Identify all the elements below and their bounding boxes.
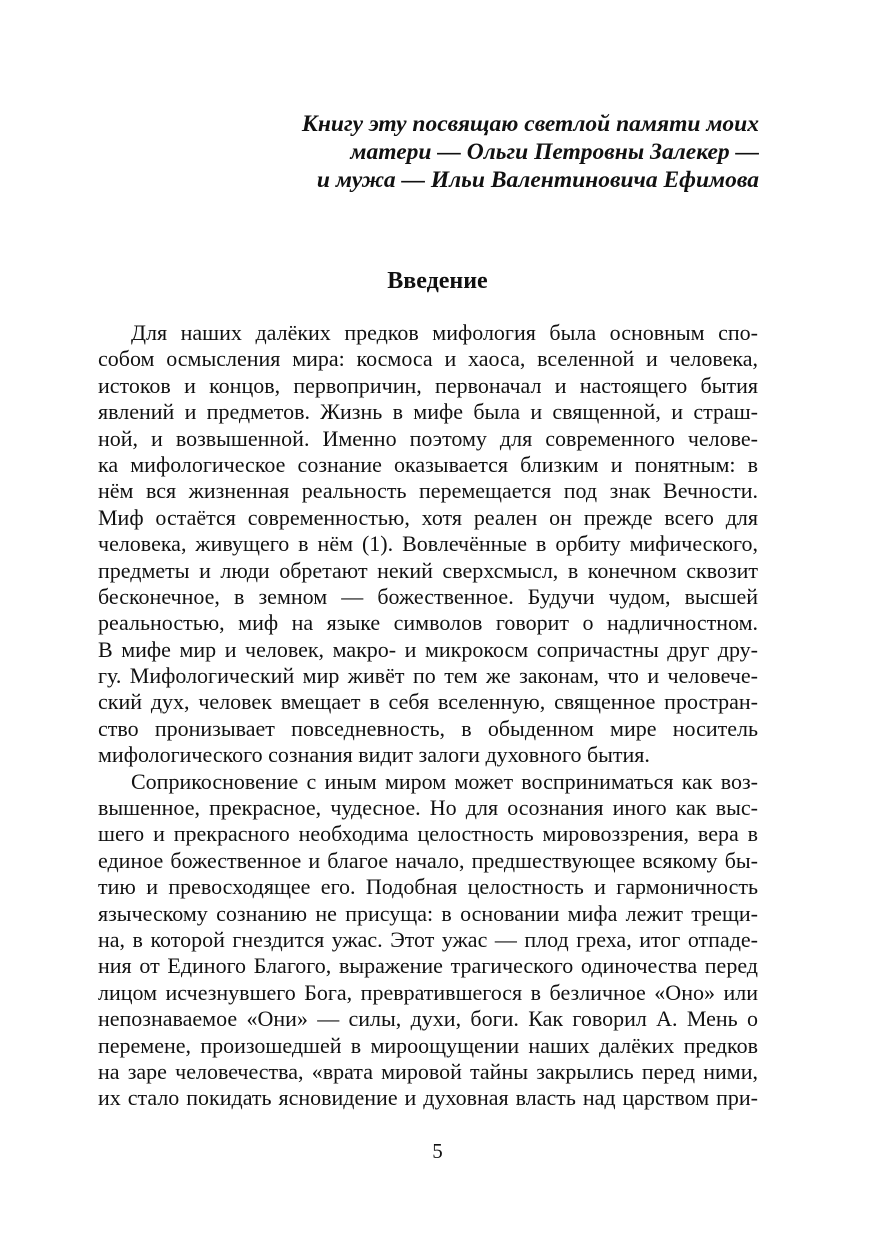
- dedication-line: Книгу эту посвящаю светлой памяти моих: [301, 111, 759, 137]
- body-text: [98, 320, 758, 1112]
- text-line: ния от Единого Благого, выражение трагического одиночества перед: [98, 953, 758, 979]
- text-line: перемене, произошедшей в мироощущении наших далёких предков: [98, 1032, 758, 1058]
- text-line: единое божественное и благое начало, предшествующее всякому бы-: [98, 847, 758, 873]
- text-line: Для наших далёких предков мифология была основным спо-: [131, 320, 758, 345]
- text-line: бесконечное, в земном — божественное. Будучи чудом, высшей: [98, 583, 758, 609]
- text-line: ка мифологическое сознание оказывается близким и понятным: в: [98, 451, 758, 477]
- text-line: ский дух, человек вмещает в себя вселенную, священное простран-: [98, 689, 758, 715]
- text-line: на заре человечества, «врата мировой тайны закрылись перед ними,: [98, 1058, 758, 1084]
- dedication-line: и мужа — Ильи Валентиновича Ефимова: [316, 167, 759, 193]
- text-line: на, в которой гнездится ужас. Этот ужас — плод греха, итог отпаде-: [98, 926, 758, 952]
- text-line: непознаваемое «Они» — силы, духи, боги. Как говорил А. Мень о: [98, 1006, 758, 1032]
- text-line: мифологического сознания видит залоги духовного бытия.: [98, 742, 650, 768]
- page-number: 5: [432, 1139, 443, 1163]
- text-line: Соприкосновение с иным миром может восприниматься как воз-: [131, 768, 758, 794]
- text-line: языческому сознанию не присуща: в основании мифа лежит трещи-: [98, 900, 758, 926]
- text-line: В мифе мир и человек, макро- и микрокосм сопричастны друг дру-: [98, 636, 758, 662]
- text-line: предметы и люди обретают некий сверхсмысл, в конечном сквозит: [98, 557, 758, 583]
- text-line: их стало покидать ясновидение и духовная власть над царством при-: [98, 1085, 758, 1111]
- dedication-line: матери — Ольги Петровны Залекер —: [350, 139, 759, 165]
- text-line: собом осмысления мира: космоса и хаоса, вселенной и человека,: [98, 346, 758, 372]
- text-line: нём вся жизненная реальность перемещается под знак Вечности.: [98, 478, 758, 504]
- text-line: ство пронизывает повседневность, в обыденном мире носитель: [98, 715, 758, 741]
- text-line: человека, живущего в нём (1). Вовлечённые в орбиту мифического,: [98, 531, 758, 557]
- text-line: вышенное, прекрасное, чудесное. Но для осознания иного как выс-: [98, 795, 758, 821]
- text-line: лицом исчезнувшего Бога, превратившегося в безличное «Оно» или: [98, 979, 758, 1005]
- text-line: Миф остаётся современностью, хотя реален он прежде всего для: [98, 504, 758, 530]
- text-line: тию и превосходящее его. Подобная целостность и гармоничность: [98, 874, 758, 900]
- text-line: гу. Мифологический мир живёт по тем же законам, что и человече-: [98, 663, 758, 689]
- text-line: явлений и предметов. Жизнь в мифе была и священной, и страш-: [98, 399, 758, 425]
- text-line: ной, и возвышенной. Именно поэтому для современного челове-: [98, 425, 758, 451]
- paragraph-1: [98, 320, 758, 769]
- text-line: истоков и концов, первопричин, первоначал и настоящего бытия: [98, 372, 758, 398]
- dedication: [139, 110, 759, 194]
- text-line: реальностью, миф на языке символов говорит о надличностном.: [98, 610, 758, 636]
- paragraph-2: [98, 769, 758, 1112]
- section-heading: Введение: [387, 268, 488, 294]
- text-line: шего и прекрасного необходима целостность мировоззрения, вера в: [98, 821, 758, 847]
